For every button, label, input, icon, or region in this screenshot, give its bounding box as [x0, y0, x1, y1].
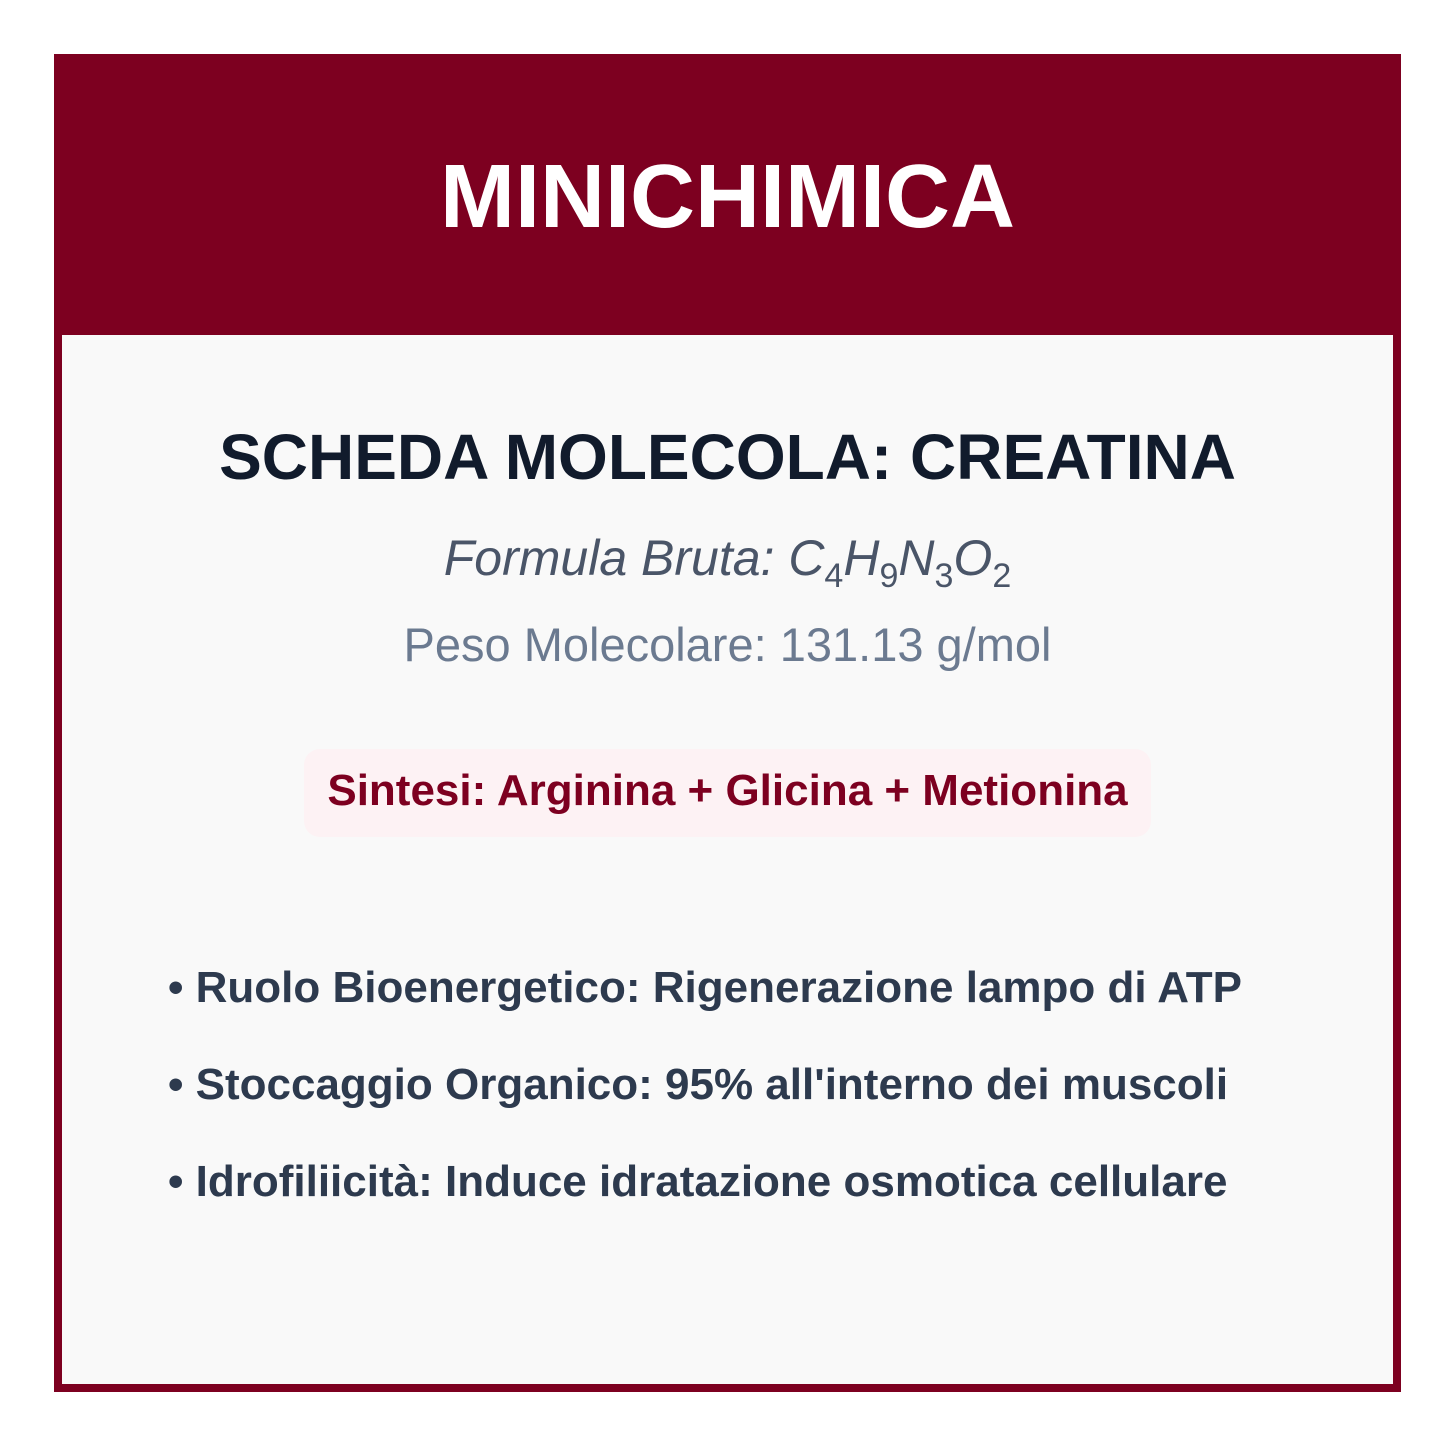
formula-label: Formula Bruta: [443, 530, 789, 586]
facts-list [168, 960, 1242, 1251]
molecule-card [54, 54, 1401, 1392]
formula-subscript: 2 [992, 557, 1012, 595]
formula-subscript: 3 [934, 557, 954, 595]
synthesis-wrapper [62, 749, 1393, 837]
formula-subscript: 9 [879, 557, 899, 595]
formula-element: C [788, 530, 825, 586]
fact-organic-storage: • Stoccaggio Organico: 95% all'interno dei muscoli [168, 1060, 1229, 1109]
molecular-weight: Peso Molecolare: 131.13 g/mol [403, 618, 1052, 671]
formula-h [843, 530, 899, 595]
formula-o [953, 530, 1012, 595]
formula-n [898, 530, 954, 595]
synthesis-badge: Sintesi: Arginina + Glicina + Metionina [304, 749, 1150, 837]
formula-c [788, 530, 844, 595]
fact-hydrophilicity: • Idrofiliicità: Induce idratazione osmotica cellulare [168, 1157, 1228, 1206]
molecular-formula [62, 526, 1393, 596]
formula-subscript: 4 [824, 557, 844, 595]
formula-element: O [953, 530, 993, 586]
header-banner [62, 62, 1393, 335]
page-title: SCHEDA MOLECOLA: CREATINA [219, 421, 1236, 493]
brand-title: MINICHIMICA [440, 147, 1015, 247]
fact-bioenergetic-role: • Ruolo Bioenergetico: Rigenerazione lampo di ATP [168, 963, 1242, 1012]
formula-element: N [898, 530, 935, 586]
formula-element: H [843, 530, 880, 586]
